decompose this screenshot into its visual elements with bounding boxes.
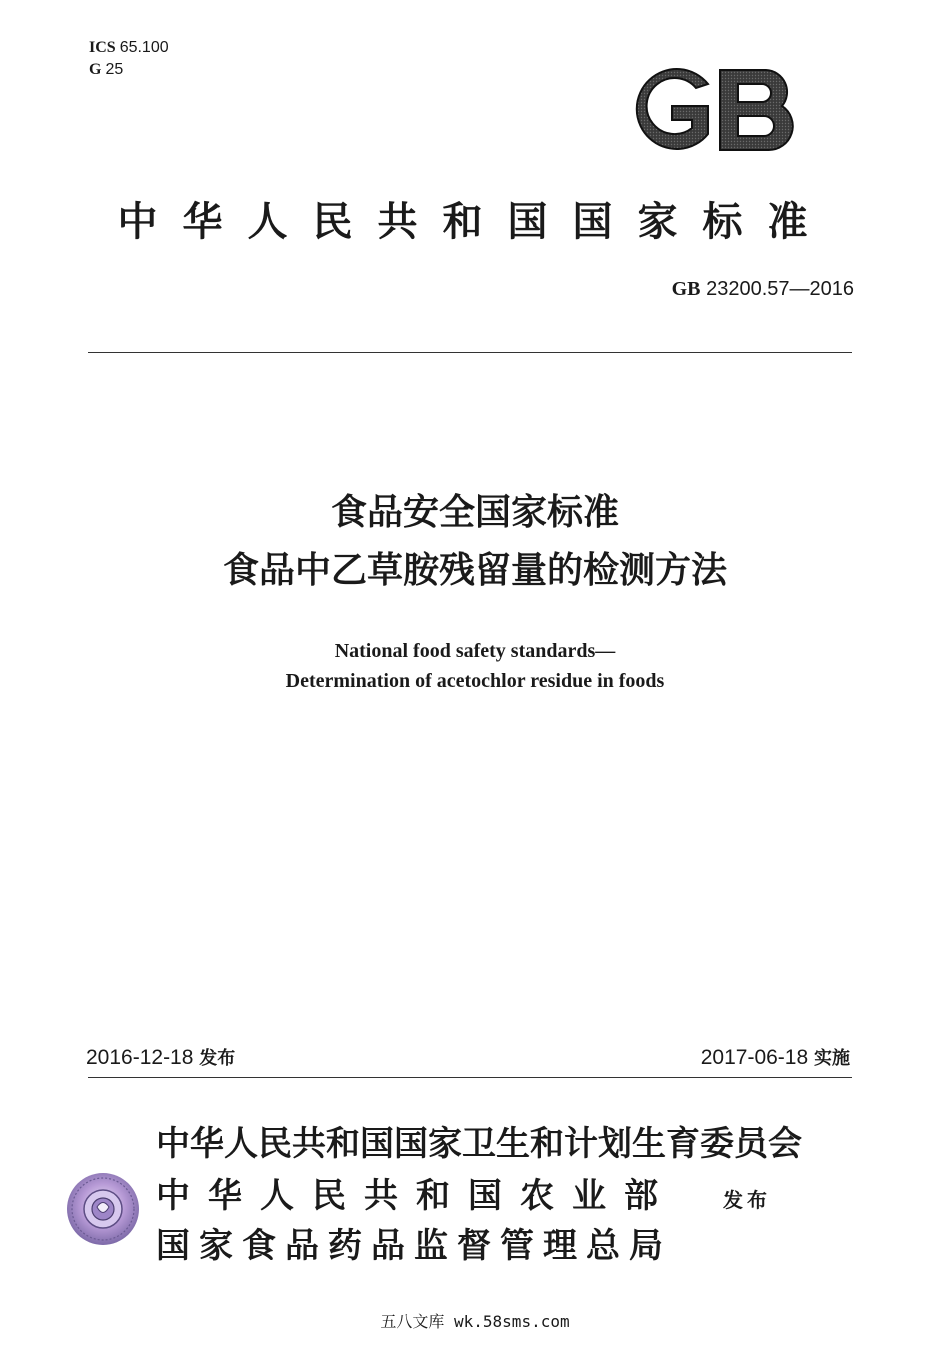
ics-label: ICS — [89, 39, 116, 56]
gb-logo — [616, 62, 808, 158]
ics-code: 65.100 — [119, 39, 169, 56]
issue-date: 2016-12-18 — [86, 1046, 194, 1069]
chinese-title — [60, 484, 890, 600]
ccs-code: 25 — [105, 61, 124, 78]
issuer-health-commission: 中华人民共和国国家卫生和计划生育委员会 — [156, 1124, 802, 1164]
implementation-label: 实施 — [814, 1048, 850, 1069]
implementation-date-line — [701, 1044, 850, 1073]
english-title — [60, 636, 890, 696]
standard-number-prefix: GB — [671, 278, 701, 300]
top-divider — [88, 352, 852, 353]
chinese-title-line-2: 食品中乙草胺残留量的检测方法 — [222, 550, 727, 591]
national-standard-title: 中华人民共和国国家标准 — [117, 198, 833, 245]
publish-label: 发布 — [723, 1188, 771, 1212]
watermark-text: 五八文库 wk.58sms.com — [380, 1312, 570, 1331]
emblem-seal-icon — [66, 1172, 140, 1246]
issuer-ministry-of-agriculture: 中华人民共和国农业部 — [156, 1176, 676, 1216]
ccs-code-line — [89, 60, 123, 80]
english-title-line-2: Determination of acetochlor residue in foods — [285, 670, 665, 692]
chinese-title-line-1: 食品安全国家标准 — [330, 492, 619, 533]
implementation-date: 2017-06-18 — [700, 1046, 809, 1069]
issuer-food-drug-administration: 国家食品药品监督管理总局 — [156, 1226, 672, 1266]
issue-label: 发布 — [199, 1048, 236, 1069]
standard-number-value: 23200.57—2016 — [706, 278, 854, 300]
issue-date-line — [86, 1044, 235, 1073]
ccs-label: G — [89, 61, 102, 78]
english-title-line-1: National food safety standards— — [334, 640, 616, 662]
standard-number — [672, 276, 854, 302]
ics-code-line — [89, 38, 169, 58]
bottom-divider — [88, 1077, 852, 1078]
